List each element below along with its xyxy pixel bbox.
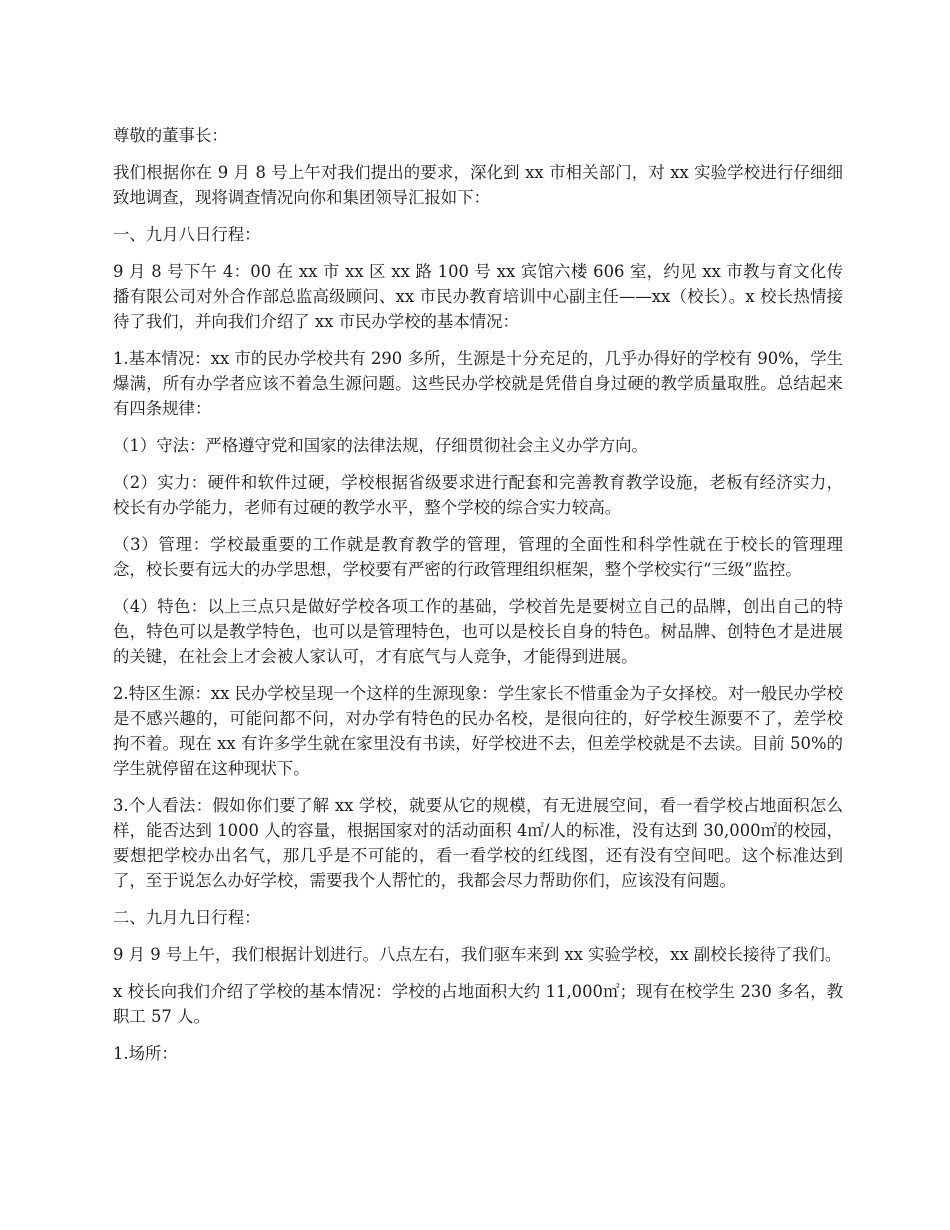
rule-item-3: （3）管理：学校最重要的工作就是教育教学的管理，管理的全面性和科学性就在于校长的管理理念，校长要有远大的办学思想，学校要有严密的行政管理组织框架，整个学校实行“三级”监控。 bbox=[113, 535, 843, 579]
section-heading-day1: 一、九月八日行程： bbox=[113, 225, 261, 244]
rule-item-1: （1）守法：严格遵守党和国家的法律法规，仔细贯彻社会主义办学方向。 bbox=[113, 436, 648, 455]
section-heading-day2: 二、九月九日行程： bbox=[113, 908, 261, 927]
paragraph-school-overview: x 校长向我们介绍了学校的基本情况：学校的占地面积大约 11,000㎡；现有在校学生 230 多名，教职工 57 人。 bbox=[113, 982, 843, 1026]
salutation: 尊敬的董事长： bbox=[113, 126, 228, 145]
intro-paragraph: 我们根据你在 9 月 8 号上午对我们提出的要求，深化到 xx 市相关部门，对 xx 实验学校进行仔细细致地调查，现将调查情况向你和集团领导汇报如下： bbox=[113, 163, 843, 207]
document-page bbox=[113, 123, 843, 1078]
rule-item-2: （2）实力：硬件和软件过硬，学校根据省级要求进行配套和完善教育教学设施，老板有经济实力，校长有办学能力，老师有过硬的教学水平，整个学校的综合实力较高。 bbox=[113, 473, 843, 517]
subheading-venue: 1.场所： bbox=[113, 1044, 178, 1063]
paragraph-day1-meeting: 9 月 8 号下午 4：00 在 xx 市 xx 区 xx 路 100 号 xx 宾馆六楼 606 室，约见 xx 市教与育文化传播有限公司对外合作部总监高级顾问、xx 市民办教育培训中心副主任——xx（校长）。x 校长热情接待了我们，并向我们介绍了 xx 市民办学校的基本情况： bbox=[113, 262, 843, 331]
paragraph-student-source: 2.特区生源：xx 民办学校呈现一个这样的生源现象：学生家长不惜重金为子女择校。对一般民办学校是不感兴趣的，可能问都不问，对办学有特色的民办名校，是很向往的，好学校生源要不了，差学校拘不着。现在 xx 有许多学生就在家里没有书读，好学校进不去，但差学校就是不去读。目前 50%的学生就停留在这种现状下。 bbox=[113, 684, 843, 778]
paragraph-basic-situation: 1.基本情况：xx 市的民办学校共有 290 多所，生源是十分充足的，几乎办得好的学校有 90%，学生爆满，所有办学者应该不着急生源问题。这些民办学校就是凭借自身过硬的教学质量取胜。总结起来有四条规律： bbox=[113, 349, 843, 418]
paragraph-day2-visit: 9 月 9 号上午，我们根据计划进行。八点左右，我们驱车来到 xx 实验学校，xx 副校长接待了我们。 bbox=[113, 945, 842, 964]
paragraph-personal-view: 3.个人看法：假如你们要了解 xx 学校，就要从它的规模，有无进展空间，看一看学校占地面积怎么样，能否达到 1000 人的容量，根据国家对的活动面积 4㎡/人的标准，没有达到 30,000㎡的校园，要想把学校办出名气，那几乎是不可能的，看一看学校的红线图，还有没有空间吧。这个标准达到了，至于说怎么办好学校，需要我个人帮忙的，我都会尽力帮助你们，应该没有问题。 bbox=[113, 796, 843, 890]
rule-item-4: （4）特色：以上三点只是做好学校各项工作的基础，学校首先是要树立自己的品牌，创出自己的特色，特色可以是教学特色，也可以是管理特色，也可以是校长自身的特色。树品牌、创特色才是进展的关键，在社会上才会被人家认可，才有底气与人竞争，才能得到进展。 bbox=[113, 597, 843, 666]
